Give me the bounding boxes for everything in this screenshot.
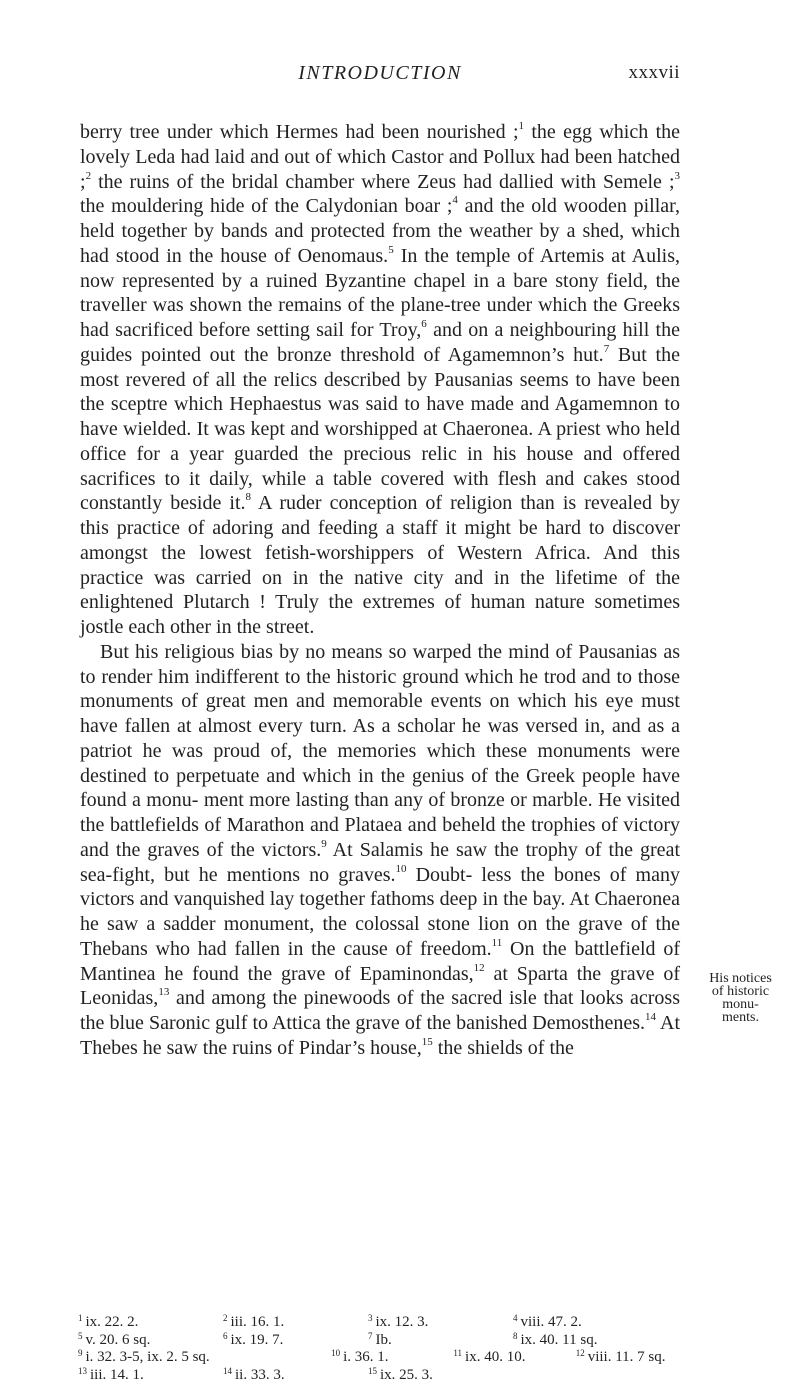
footnote <box>368 1332 513 1350</box>
footnote-marker: 3 <box>675 170 681 182</box>
footnote-number: 4 <box>513 1313 518 1323</box>
footnote-number: 1 <box>78 1313 83 1323</box>
margin-note <box>683 972 798 1024</box>
footnote <box>513 1332 658 1350</box>
footnote-reference: iii. 16. 1. <box>231 1314 285 1330</box>
footnote-marker: 2 <box>86 170 92 182</box>
footnote-reference: i. 36. 1. <box>343 1349 388 1365</box>
footnote-marker: 4 <box>452 194 458 206</box>
footnote <box>223 1314 368 1332</box>
page-number: xxxvii <box>628 62 680 84</box>
running-header <box>80 62 680 92</box>
footnote-number: 3 <box>368 1313 373 1323</box>
margin-note-line: monu- <box>683 998 798 1011</box>
footnote-reference: iii. 14. 1. <box>90 1367 144 1383</box>
margin-note-line: of historic <box>683 985 798 998</box>
footnote-reference: viii. 11. 7 sq. <box>588 1349 666 1365</box>
footnote-number: 11 <box>453 1348 462 1358</box>
footnote-number: 2 <box>223 1313 228 1323</box>
footnote-row <box>78 1367 698 1384</box>
footnote-number: 12 <box>576 1348 585 1358</box>
footnote-marker: 14 <box>645 1011 656 1023</box>
margin-note-line: His notices <box>683 972 798 985</box>
footnote-marker: 13 <box>158 986 169 998</box>
footnote-marker: 11 <box>492 937 503 949</box>
footnote <box>223 1367 368 1384</box>
footnote-reference: ix. 19. 7. <box>231 1332 284 1348</box>
footnote-number: 8 <box>513 1331 518 1341</box>
footnote-marker: 8 <box>246 491 252 503</box>
footnote <box>513 1314 658 1332</box>
paragraph: But his religious bias by no means so warped the mind of Pausanias as to render him indifferent to the historic ground which he trod and to those monuments of great men and memorable events on which his eye must have fallen at almost every turn. As a scholar he was versed in, and as a patriot he was proud of, the memories which these monuments were destined to perpetuate and which in the genius of the Greek people have found a monu- ment more lasting than any of bronze or marble. He visited the battlefields of Marathon and Plataea and beheld the trophies of victory and the graves of the victors.$^9$ At Salamis he saw the trophy of the great sea-fight, but he mentions no graves.$^{10}$ Doubt- less the bones of many victors and vanquished lay together fathoms deep in the bay. At Chaeronea he saw a sadder monument, the colossal stone lion on the grave of the Thebans who had fallen in the cause of freedom.$^{11}$ On the battlefield of Mantinea he found the grave of Epaminondas,$^{12}$ at Sparta the grave of Leonidas,$^{13}$ and among the pinewoods of the sacred isle that looks across the blue Saronic gulf to Attica the grave of the banished Demosthenes.$^{14}$ At Thebes he saw the ruins of Pindar’s house,$^{15}$ the shields of the <box>80 640 680 1061</box>
footnote-reference: v. 20. 6 sq. <box>86 1332 151 1348</box>
footnote-number: 9 <box>78 1348 83 1358</box>
running-title: INTRODUCTION <box>80 62 680 85</box>
footnote <box>576 1349 698 1367</box>
footnote-reference: viii. 47. 2. <box>521 1314 582 1330</box>
footnote-marker: 5 <box>388 244 394 256</box>
footnote-number: 7 <box>368 1331 373 1341</box>
footnote <box>223 1332 368 1350</box>
footnote <box>78 1349 331 1367</box>
footnote-number: 13 <box>78 1366 87 1376</box>
footnote <box>331 1349 453 1367</box>
footnotes <box>78 1314 698 1384</box>
footnote-marker: 10 <box>395 863 406 875</box>
footnote-reference: ix. 22. 2. <box>86 1314 139 1330</box>
footnote-marker: 9 <box>321 838 327 850</box>
footnote-number: 6 <box>223 1331 228 1341</box>
footnote-reference: ix. 40. 10. <box>465 1349 525 1365</box>
footnote-number: 10 <box>331 1348 340 1358</box>
footnote <box>368 1367 513 1384</box>
footnote-marker: 15 <box>422 1036 433 1048</box>
footnote-row <box>78 1349 698 1367</box>
footnote-reference: ix. 25. 3. <box>380 1367 433 1383</box>
paragraph: berry tree under which Hermes had been nourished ;$^1$ the egg which the lovely Leda had laid and out of which Castor and Pollux had been hatched ;$^2$ the ruins of the bridal chamber where Zeus had dallied with Semele ;$^3$ the mouldering hide of the Calydonian boar ;$^4$ and the old wooden pillar, held together by bands and protected from the weather by a shed, which had stood in the house of Oenomaus.$^5$ In the temple of Artemis at Aulis, now represented by a ruined Byzantine chapel in a bare stony field, the traveller was shown the remains of the plane-tree under which the Greeks had sacrificed before setting sail for Troy,$^6$ and on a neighbouring hill the guides pointed out the bronze threshold of Agamemnon’s hut.$^7$ But the most revered of all the relics described by Pausanias seems to have been the sceptre which Hephaestus was said to have made and Agamemnon to have wielded. It was kept and worshipped at Chaeronea. A priest who held office for a year guarded the precious relic in his house and offered sacrifices to it daily, while a table covered with flesh and cakes stood constantly beside it.$^8$ A ruder conception of religion than is revealed by this practice of adoring and feeding a staff it might be hard to discover amongst the lowest fetish-worshippers of Western Africa. And this practice was carried on in the native city and in the lifetime of the enlightened Plutarch ! Truly the extremes of human nature sometimes jostle each other in the street. <box>80 120 680 640</box>
footnote <box>78 1367 223 1384</box>
footnote-row <box>78 1332 698 1350</box>
footnote <box>368 1314 513 1332</box>
footnote-reference: Ib. <box>376 1332 392 1348</box>
footnote-marker: 1 <box>519 120 525 132</box>
footnote-reference: ii. 33. 3. <box>235 1367 285 1383</box>
footnote <box>78 1314 223 1332</box>
footnote-reference: ix. 12. 3. <box>376 1314 429 1330</box>
footnote-marker: 7 <box>604 343 610 355</box>
footnote-marker: 6 <box>421 318 427 330</box>
margin-note-line: ments. <box>683 1011 798 1024</box>
footnote-row <box>78 1314 698 1332</box>
body-text <box>80 120 680 1061</box>
footnote <box>78 1332 223 1350</box>
footnote-marker: 12 <box>474 962 485 974</box>
footnote-number: 5 <box>78 1331 83 1341</box>
footnote-reference: i. 32. 3-5, ix. 2. 5 sq. <box>86 1349 210 1365</box>
footnote <box>453 1349 575 1367</box>
footnote-reference: ix. 40. 11 sq. <box>521 1332 598 1348</box>
footnote-number: 15 <box>368 1366 377 1376</box>
footnote-number: 14 <box>223 1366 232 1376</box>
